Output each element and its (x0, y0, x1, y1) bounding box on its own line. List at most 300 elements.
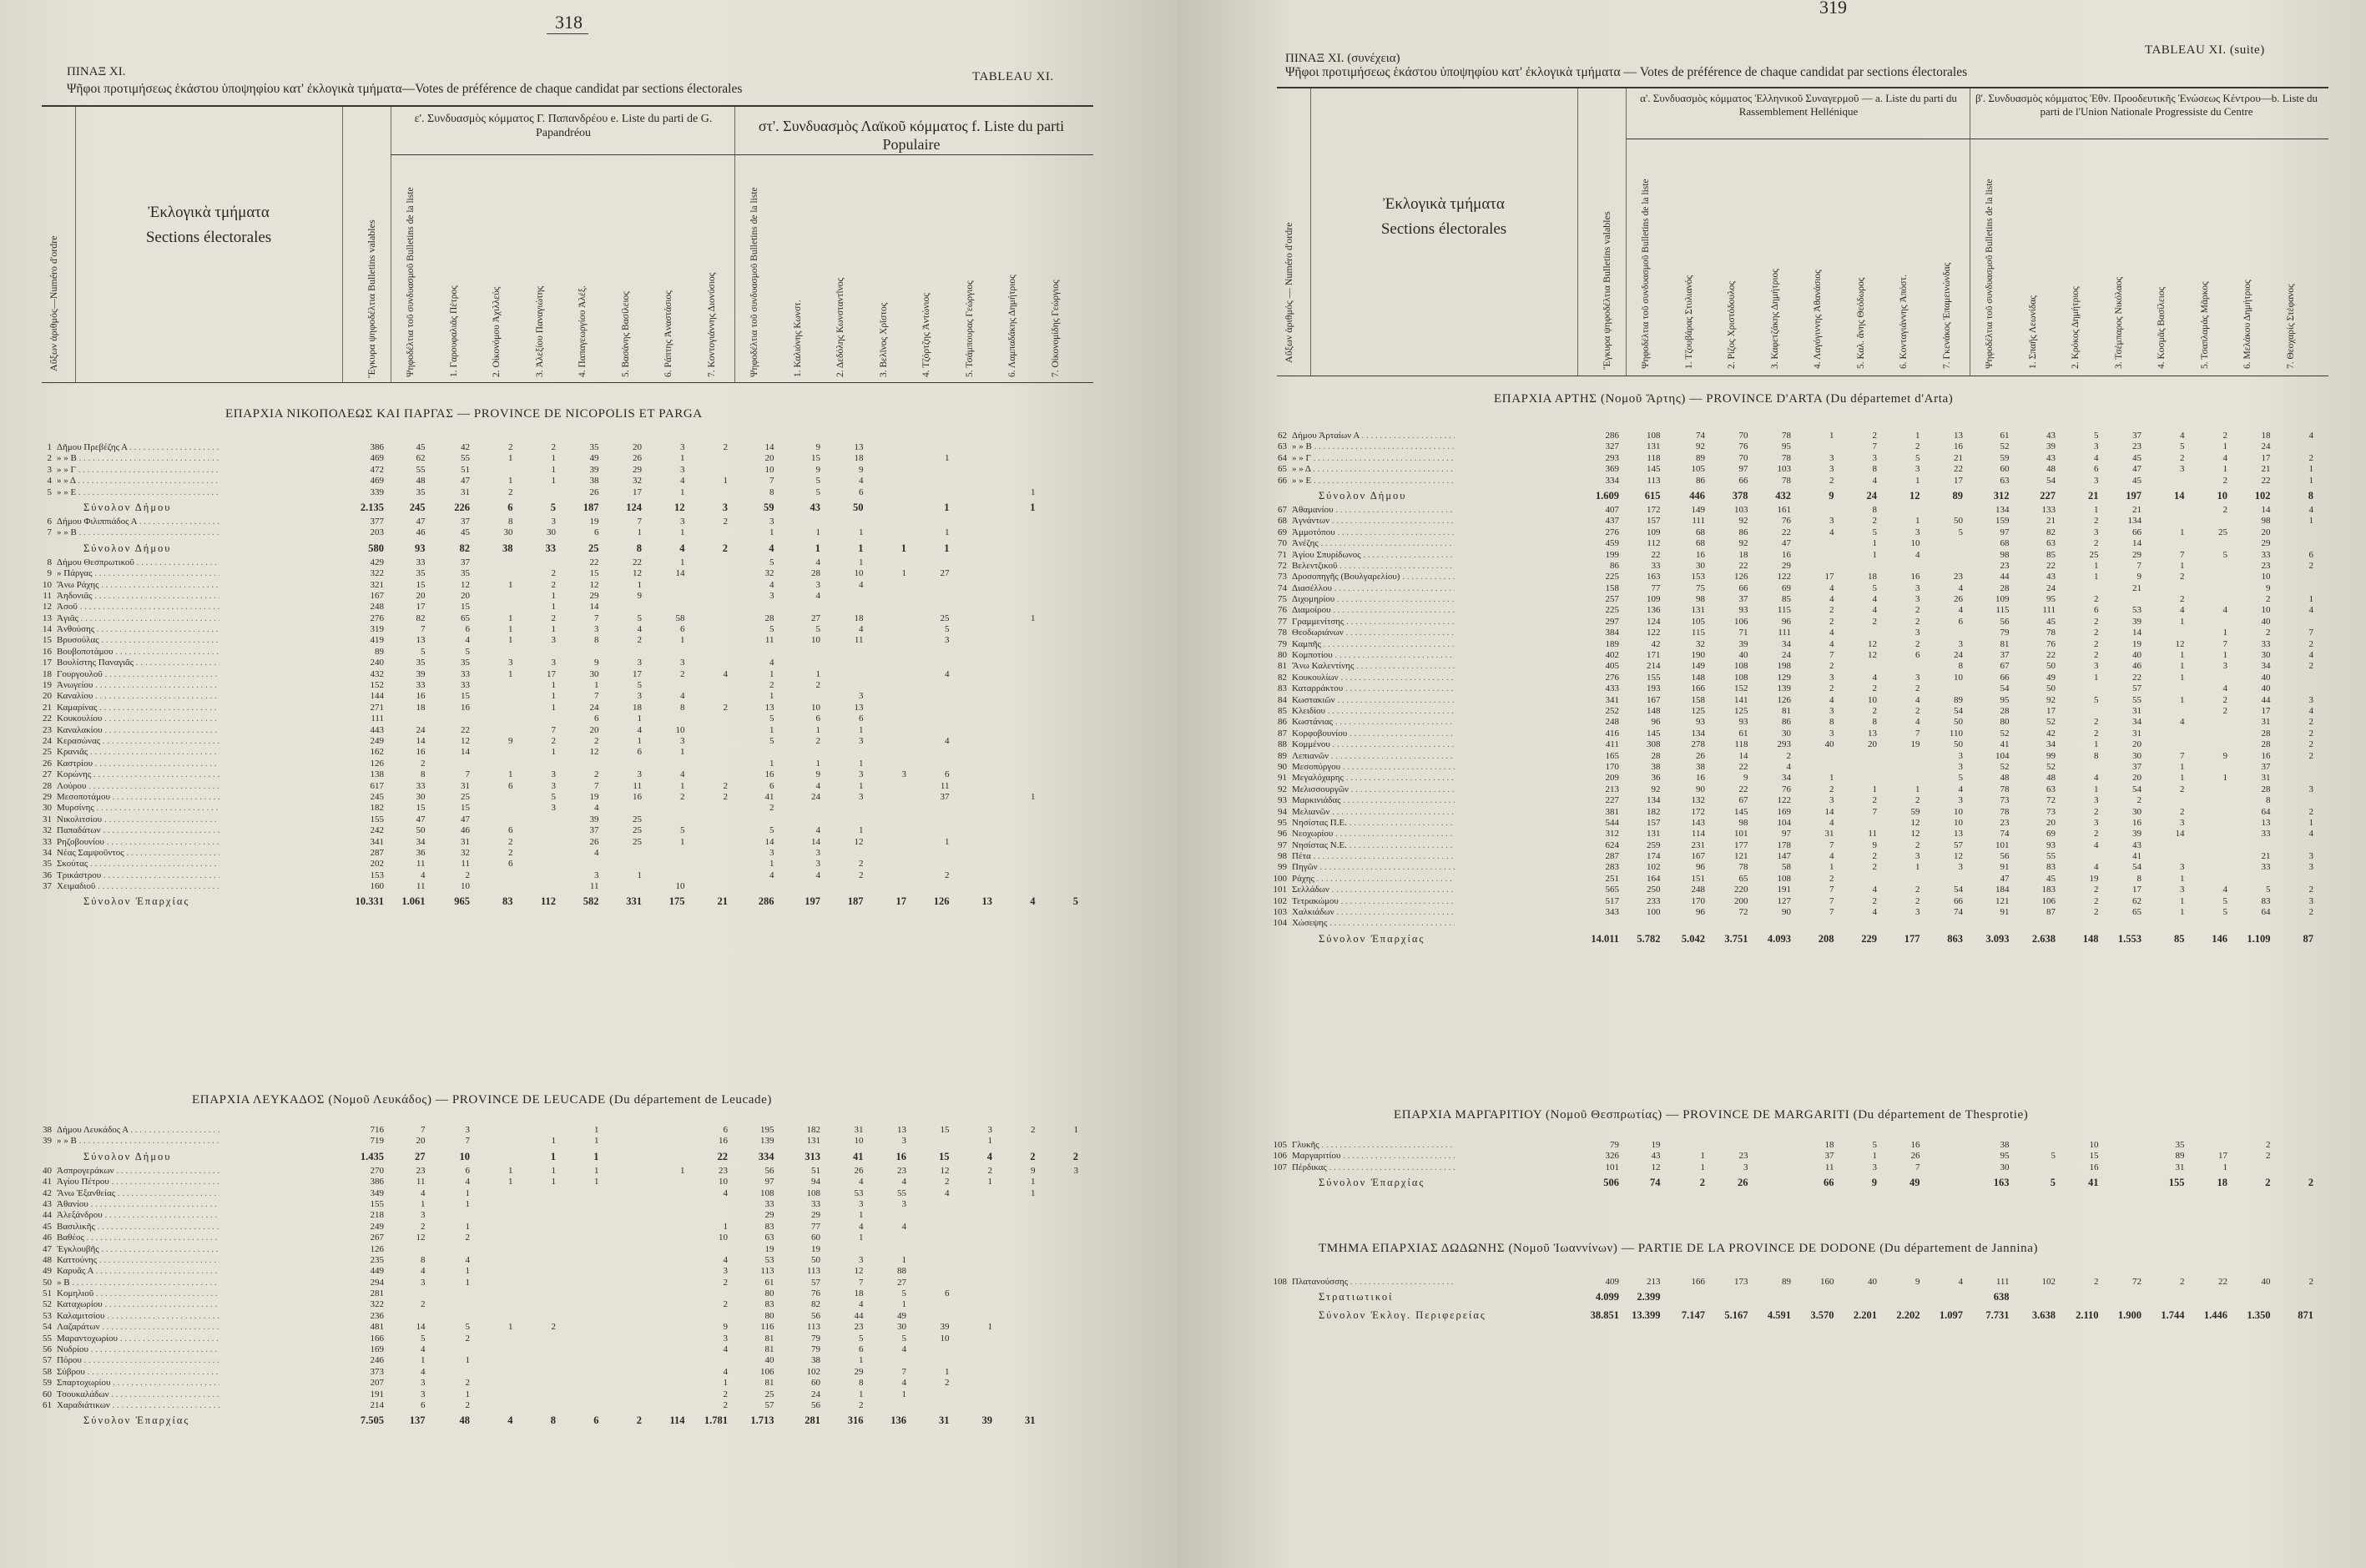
cell-value: 1 (769, 724, 774, 735)
cell-value: 1 (859, 1233, 864, 1243)
cell-value: 1.781 (704, 1414, 728, 1427)
cell-value: 5 (1872, 1140, 1877, 1150)
cell-value: 4 (815, 780, 820, 791)
cell-value: 1 (680, 1165, 685, 1176)
cell-value: 9 (1915, 1277, 1920, 1287)
row-number: 75 (1278, 594, 1287, 605)
cell-value: 50 (811, 1254, 820, 1265)
section-name: Πηγῶν . . . (1292, 862, 1455, 873)
cell-value: 1 (859, 527, 864, 538)
cell-value: 2 (1915, 683, 1920, 694)
section-name: Ἁγίου Πέτρου . . . (57, 1177, 219, 1187)
cell-value: 4 (2094, 452, 2099, 463)
cell-value: 469 (370, 476, 384, 487)
section-name: Βουβοποτάμου . . . (57, 647, 219, 658)
row-number: 104 (1273, 918, 1287, 929)
cell-value: 85 (2174, 932, 2185, 945)
section-name: Πόρου . . . (57, 1355, 219, 1366)
cell-value: 5 (1872, 582, 1877, 593)
row-number: 78 (1278, 628, 1287, 638)
cell-value: 2 (465, 1399, 470, 1410)
cell-value: 36 (416, 847, 426, 858)
section-name: Καναλίου . . . (57, 691, 219, 702)
cell-value: 432 (1775, 489, 1791, 502)
cell-value: 106 (760, 1366, 774, 1377)
cell-value: 5 (815, 487, 820, 497)
cell-value: 2 (2094, 538, 2099, 549)
cell-value: 13 (2261, 817, 2271, 828)
cell-value: 9 (508, 735, 513, 746)
cell-value: 2 (2266, 1151, 2271, 1162)
cell-value: 4 (723, 1187, 728, 1198)
cell-value: 14 (461, 747, 470, 758)
row-number: 11 (43, 590, 52, 601)
cell-value: 4 (769, 542, 774, 554)
cell-value: 220 (1734, 885, 1748, 895)
section-name: Ἄνω Καλεντίνης . . . (1292, 661, 1455, 672)
cell-value: 1.744 (2161, 1309, 2185, 1322)
row-number: 38 (43, 1125, 52, 1135)
cell-value: 1 (859, 1355, 864, 1366)
cell-value: 56 (2000, 851, 2010, 862)
cell-value: 89 (1696, 452, 1705, 463)
cell-value: 29 (764, 1210, 774, 1221)
cell-value: 6 (508, 825, 513, 836)
cell-value: 18 (854, 613, 864, 623)
cell-value: 15 (589, 568, 599, 579)
cell-value: 227 (1605, 795, 1619, 806)
cell-value: 29 (1782, 560, 1791, 571)
cell-value: 195 (760, 1125, 774, 1135)
cell-value: 1.609 (1595, 489, 1619, 502)
cell-value: 6 (508, 859, 513, 870)
cell-value: 386 (370, 442, 384, 452)
cell-value: 40 (2261, 616, 2271, 627)
cell-value: 105 (1691, 616, 1705, 627)
section-name: Χαραδιάτικων . . . (57, 1400, 219, 1411)
cell-value: 411 (1605, 739, 1619, 750)
cell-value: 15 (461, 691, 470, 702)
cell-value: 3 (2094, 475, 2099, 486)
cell-value: 22 (1954, 464, 1963, 475)
cell-value: 74 (1954, 907, 1963, 918)
cell-value: 110 (1949, 728, 1963, 739)
cell-value: 286 (758, 895, 774, 908)
cell-value: 1 (680, 836, 685, 847)
cell-value: 402 (1605, 650, 1619, 661)
row-number: 10 (43, 579, 52, 590)
cell-value: 18 (854, 453, 864, 464)
cell-value: 43 (1651, 1151, 1661, 1162)
cell-value: 3 (594, 870, 599, 880)
section-name: Ἀθανίου . . . (57, 1199, 219, 1210)
cell-value: 1 (2180, 616, 2185, 627)
cell-value: 9 (1743, 773, 1748, 784)
cell-value: 2 (2266, 594, 2271, 605)
cell-value: 10 (2261, 572, 2271, 582)
cell-value: 167 (1691, 851, 1705, 862)
cell-value: 74 (2000, 829, 2010, 839)
cell-value: 1 (2094, 504, 2099, 515)
cell-value: 49 (589, 453, 599, 464)
cell-value: 158 (1605, 582, 1619, 593)
cell-value: 2 (421, 1221, 426, 1232)
column-header: 7. Κοντογιάννης Διονύσιος (706, 272, 717, 377)
cell-value: 3 (680, 464, 685, 475)
section-name: Σύνολον Δήμου (83, 542, 172, 554)
cell-value: 17 (1954, 475, 1963, 486)
sections-label: Ἐκλογικὰ τμήματα Sections électorales (1380, 195, 1507, 238)
table-row (1269, 795, 2337, 806)
cell-value: 2 (2266, 628, 2271, 638)
cell-value: 33 (461, 680, 470, 691)
cell-value: 7 (2222, 638, 2227, 649)
cell-value: 148 (2082, 932, 2099, 945)
cell-value: 122 (1647, 628, 1661, 638)
cell-value: 7 (421, 1125, 426, 1135)
cell-value: 66 (2132, 527, 2142, 537)
section-name: Πλατανούσσης . . . (1292, 1277, 1455, 1288)
cell-value: 121 (1734, 851, 1748, 862)
cell-value: 102 (2041, 1277, 2056, 1287)
total-row (33, 1147, 1102, 1166)
cell-value: 334 (1605, 475, 1619, 486)
province-table (1269, 431, 2337, 948)
cell-value: 1 (508, 476, 513, 487)
cell-value: 293 (1605, 452, 1619, 463)
cell-value: 37 (2000, 650, 2010, 661)
table-row (33, 602, 1102, 613)
cell-value: 6 (859, 713, 864, 724)
cell-value: 1 (859, 557, 864, 567)
row-number: 88 (1278, 739, 1287, 750)
cell-value: 6 (1958, 616, 1963, 627)
cell-value: 1 (637, 870, 642, 880)
cell-value: 44 (854, 1310, 864, 1321)
cell-value: 11 (589, 881, 599, 892)
cell-value: 10 (1910, 538, 1920, 549)
cell-value: 3 (421, 1389, 426, 1399)
row-number: 15 (43, 635, 52, 646)
cell-value: 419 (370, 635, 384, 646)
cell-value: 4 (2308, 829, 2313, 839)
row-number: 103 (1273, 907, 1287, 918)
cell-value: 34 (2046, 739, 2056, 750)
cell-value: 14 (764, 442, 774, 452)
cell-value: 19 (1651, 1140, 1661, 1150)
cell-value: 3 (1829, 452, 1834, 463)
cell-value: 1 (551, 590, 556, 601)
cell-value: 54 (2132, 862, 2142, 873)
section-name: Σύβρου . . . (57, 1367, 219, 1378)
cell-value: 7 (421, 624, 426, 635)
cell-value: 319 (370, 624, 384, 635)
cell-value: 2 (465, 870, 470, 880)
cell-value: 39 (589, 464, 599, 475)
cell-value: 3 (551, 769, 556, 780)
cell-value: 197 (805, 895, 820, 908)
cell-value: 4 (465, 1254, 470, 1265)
cell-value: 31 (461, 780, 470, 791)
cell-value: 118 (1734, 739, 1748, 750)
cell-value: 1 (1829, 773, 1834, 784)
column-header: 1. Τζουβάρας Στυλιανός (1683, 275, 1694, 369)
row-number: 50 (43, 1277, 52, 1288)
cell-value: 173 (1734, 1277, 1748, 1287)
cell-value: 22 (2046, 650, 2056, 661)
cell-value: 1 (551, 680, 556, 691)
cell-value: 81 (764, 1333, 774, 1344)
cell-value: 2 (2308, 885, 2313, 895)
cell-value: 7.505 (360, 1414, 384, 1427)
cell-value: 3 (901, 1136, 906, 1147)
cell-value: 114 (1691, 829, 1705, 839)
row-number: 21 (43, 702, 52, 713)
cell-value: 240 (370, 658, 384, 668)
cell-value: 33 (461, 668, 470, 679)
cell-value: 11 (1868, 829, 1877, 839)
row-number: 70 (1278, 538, 1287, 549)
cell-value: 14 (416, 1322, 426, 1333)
total-row (1269, 1173, 2337, 1192)
total-row (33, 498, 1102, 517)
cell-value: 2 (1872, 616, 1877, 627)
cell-value: 8 (594, 635, 599, 646)
cell-value: 1 (2180, 873, 2185, 884)
cell-value: 76 (811, 1288, 820, 1299)
section-name: » » Δ . . . (1292, 464, 1455, 475)
cell-value: 38 (1651, 761, 1661, 772)
cell-value: 4 (859, 624, 864, 635)
cell-value: 61 (1738, 728, 1748, 739)
cell-value: 4 (2094, 773, 2099, 784)
row-number: 43 (43, 1198, 52, 1209)
cell-value: 8 (769, 487, 774, 497)
cell-value: 4 (680, 691, 685, 702)
cell-value: 29 (854, 1366, 864, 1377)
cell-value: 146 (2212, 932, 2227, 945)
cell-value: 33 (416, 780, 426, 791)
row-number: 26 (43, 758, 52, 769)
cell-value: 339 (370, 487, 384, 497)
cell-value: 33 (416, 557, 426, 567)
cell-value: 1.553 (2117, 932, 2142, 945)
cell-value: 30 (547, 527, 556, 538)
cell-value: 12 (854, 836, 864, 847)
cell-value: 111 (1692, 516, 1705, 527)
cell-value: 2 (945, 870, 950, 880)
cell-value: 5 (421, 646, 426, 657)
cell-value: 24 (589, 702, 599, 713)
column-header: 6. Ράπτης Ἀναστάσιος (663, 290, 673, 377)
table-row (1269, 441, 2337, 452)
cell-value: 16 (416, 747, 426, 758)
cell-value: 143 (1691, 817, 1705, 828)
cell-value: 316 (847, 1414, 864, 1427)
cell-value: 270 (370, 1165, 384, 1176)
cell-value: 199 (1605, 549, 1619, 560)
cell-value: 2 (2222, 431, 2227, 441)
cell-value: 2 (2308, 750, 2313, 761)
cell-value: 10.331 (355, 895, 384, 908)
row-number: 61 (43, 1399, 52, 1410)
cell-value: 18 (633, 702, 642, 713)
cell-value: 7 (1829, 907, 1834, 918)
cell-value: 16 (1954, 441, 1963, 452)
table-row (33, 1367, 1102, 1378)
column-header: 1. Γαρουφαλιᾶς Πέτρος (448, 285, 459, 377)
cell-value: 177 (1904, 932, 1920, 945)
total-row (1269, 1288, 2337, 1306)
table-row (33, 859, 1102, 870)
cell-value: 1 (2308, 475, 2313, 486)
cell-value: 245 (409, 501, 426, 513)
cell-value: 15 (416, 579, 426, 590)
cell-value: 57 (764, 1399, 774, 1410)
cell-value: 3 (723, 1333, 728, 1344)
cell-value: 1 (769, 691, 774, 702)
cell-value: 145 (1647, 464, 1661, 475)
cell-value: 47 (461, 476, 470, 487)
cell-value: 12 (1868, 650, 1877, 661)
cell-value: 4 (421, 1366, 426, 1377)
cell-value: 124 (626, 501, 642, 513)
row-number: 105 (1273, 1140, 1287, 1150)
cell-value: 13 (1954, 431, 1963, 441)
cell-value: 615 (1644, 489, 1661, 502)
cell-value: 506 (1603, 1177, 1619, 1189)
cell-value: 45 (461, 527, 470, 538)
cell-value: 16 (719, 1136, 728, 1147)
cell-value: 20 (633, 442, 642, 452)
cell-value: 1 (815, 758, 820, 769)
cell-value: 30 (2261, 650, 2271, 661)
row-number: 5 (47, 487, 52, 497)
table-row (33, 1136, 1102, 1147)
cell-value: 202 (370, 859, 384, 870)
cell-value: 30 (503, 527, 513, 538)
cell-value: 160 (1820, 1277, 1834, 1287)
cell-value: 106 (2041, 895, 2056, 906)
cell-value: 2 (723, 442, 728, 452)
cell-value: 157 (1647, 516, 1661, 527)
table-row (1269, 476, 2337, 487)
cell-value: 66 (1738, 582, 1748, 593)
section-name: Στρατιωτικοί (1319, 1291, 1394, 1303)
cell-value: 13 (854, 702, 864, 713)
cell-value: 92 (1651, 784, 1661, 794)
cell-value: 148 (1647, 705, 1661, 716)
cell-value: 297 (1605, 616, 1619, 627)
section-name: Σύνολον Ἐπαρχίας (83, 895, 190, 908)
cell-value: 55 (461, 453, 470, 464)
province-table (1269, 1140, 2337, 1192)
cell-value: 50 (1954, 516, 1963, 527)
row-number: 55 (43, 1333, 52, 1344)
cell-value: 1 (859, 1210, 864, 1221)
cell-value: 5 (680, 825, 685, 836)
cell-value: 83 (2261, 895, 2271, 906)
cell-value: 4 (815, 825, 820, 836)
cell-value: 3 (1073, 1165, 1078, 1176)
section-name: Κερασώνας . . . (57, 736, 219, 747)
cell-value: 193 (1647, 683, 1661, 694)
cell-value: 1 (465, 1389, 470, 1399)
row-number: 99 (1278, 862, 1287, 873)
table-row (33, 476, 1102, 487)
table-row (1269, 840, 2337, 851)
table-row (1269, 617, 2337, 628)
cell-value: 1 (1073, 1125, 1078, 1135)
cell-value: 1 (859, 758, 864, 769)
cell-value: 2 (2222, 504, 2227, 515)
cell-value: 19 (764, 1243, 774, 1254)
cell-value: 2 (1872, 683, 1877, 694)
cell-value: 276 (1605, 527, 1619, 537)
table-row (1269, 706, 2337, 717)
cell-value: 1 (465, 1355, 470, 1366)
cell-value: 39 (981, 1414, 992, 1427)
cell-value: 14 (2174, 489, 2185, 502)
section-name: Κλειδίου . . . (1292, 706, 1455, 717)
cell-value: 5 (2050, 1177, 2056, 1189)
group-a-title: α'. Συνδυασμὸς κόμματος Ἑλληνικοῦ Συναγερμοῦ — a. Liste du parti du Rassemblement Hellénique (1640, 92, 1957, 118)
cell-value: 1 (2180, 527, 2185, 537)
cell-value: 517 (1605, 895, 1619, 906)
cell-value: 184 (1995, 885, 2010, 895)
cell-value: 80 (764, 1288, 774, 1299)
cell-value: 1 (508, 453, 513, 464)
table-row (33, 1299, 1102, 1310)
table-row (33, 848, 1102, 859)
cell-value: 2 (2308, 739, 2313, 750)
cell-value: 2 (421, 1299, 426, 1310)
cell-value: 11 (633, 780, 642, 791)
cell-value: 1 (859, 825, 864, 836)
cell-value: 14 (2261, 504, 2271, 515)
cell-value: 28 (811, 568, 820, 579)
cell-value: 3 (508, 658, 513, 668)
cell-value: 278 (1691, 739, 1705, 750)
cell-value: 139 (1777, 683, 1791, 694)
cell-value: 6 (945, 769, 950, 780)
cell-value: 103 (1734, 504, 1748, 515)
cell-value: 20 (1868, 739, 1877, 750)
cell-value: 35 (416, 658, 426, 668)
cell-value: 2 (723, 1389, 728, 1399)
cell-value: 2 (2308, 661, 2313, 672)
row-number: 54 (43, 1322, 52, 1333)
total-row (1269, 487, 2337, 505)
cell-value: 1.446 (2203, 1309, 2227, 1322)
row-number: 47 (43, 1243, 52, 1254)
cell-value: 25 (2089, 549, 2099, 560)
cell-value: 182 (806, 1125, 820, 1135)
cell-value: 57 (1954, 839, 1963, 850)
cell-value: 2 (2094, 516, 2099, 527)
table-label-fr: TABLEAU XI. (suite) (2145, 43, 2265, 57)
cell-value: 4 (465, 1177, 470, 1187)
section-name: Καρυᾶς Α . . . (57, 1266, 219, 1277)
cell-value: 97 (1782, 829, 1791, 839)
cell-value: 12 (2175, 638, 2185, 649)
cell-value: 11 (416, 881, 426, 892)
cell-value: 1 (723, 1221, 728, 1232)
cell-value: 68 (1696, 538, 1705, 549)
table-row (1269, 431, 2337, 441)
cell-value: 134 (1647, 795, 1661, 806)
cell-value: 1 (2180, 650, 2185, 661)
